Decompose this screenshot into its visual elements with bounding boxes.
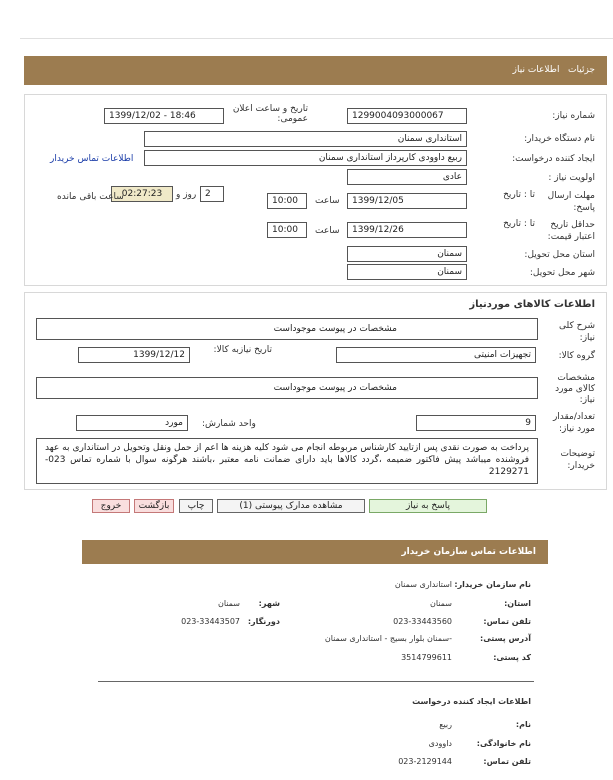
need-number-field: 1299004093000067 (347, 108, 467, 124)
group-label: گروه کالا: (558, 351, 595, 361)
requester-field: ربیع داوودی کارپرداز استانداری سمنان (144, 150, 467, 166)
need-date-label: تاریخ نیازبه کالا: (213, 345, 272, 355)
requester-label: ایجاد کننده درخواست: (512, 154, 595, 164)
contact-address-label: آدرس پستی: (480, 634, 531, 643)
priority-label: اولویت نیاز : (548, 173, 595, 183)
contact-city-label: شهر: (258, 599, 280, 608)
announce-date-field: 1399/12/02 - 18:46 (104, 108, 224, 124)
contact-postal-value: 3514799611 (401, 653, 452, 662)
city-field: سمنان (347, 264, 467, 280)
creator-phone-label: تلفن تماس: (483, 757, 531, 766)
qty-field: 9 (416, 415, 536, 431)
page-header (24, 56, 607, 85)
reply-until-label: تا : تاریخ (503, 190, 535, 200)
unit-field: مورد (76, 415, 188, 431)
remaining-time-field: 02:27:23 (111, 186, 173, 202)
buyer-contact-link[interactable]: اطلاعات تماس خریدار (50, 154, 134, 164)
days-remaining-field: 2 (200, 186, 224, 202)
unit-label: واحد شمارش: (202, 419, 256, 429)
print-button[interactable]: چاپ (179, 499, 213, 513)
announce-date-label: تاریخ و ساعت اعلان عمومی: (232, 104, 308, 124)
reply-date-field: 1399/12/05 (347, 193, 467, 209)
contact-postal-label: کد پستی: (493, 653, 531, 662)
reply-time-field: 10:00 (267, 193, 307, 209)
contact-fax-label: دورنگار: (247, 617, 280, 626)
city-label: شهر محل تحویل: (529, 268, 595, 278)
contact-header (82, 540, 548, 564)
buyer-org-label: نام دستگاه خریدار: (524, 134, 595, 144)
contact-phone-label: تلفن تماس: (483, 617, 531, 626)
reply-button[interactable]: پاسخ به نیاز (369, 499, 487, 513)
price-time-field: 10:00 (267, 222, 307, 238)
priority-field: عادی (347, 169, 467, 185)
attachments-button[interactable]: مشاهده مدارک پیوستی (1) (217, 499, 365, 513)
creator-name-label: نام: (515, 720, 531, 729)
contact-org-value: استانداری سمنان (394, 580, 452, 589)
creator-family-value: داوودی (428, 739, 452, 748)
reply-deadline-label: مهلت ارسال پاسخ: (547, 191, 595, 213)
back-button[interactable]: بازگشت (134, 499, 174, 513)
creator-name-value: ربیع (439, 720, 452, 729)
contact-title: اطلاعات تماس سازمان خریدار (401, 547, 536, 557)
spec-label: مشخصات کالای مورد نیاز: (555, 373, 595, 405)
remaining-label: ساعت باقی مانده (57, 192, 124, 202)
summary-label: شرح کلی نیاز: (559, 321, 595, 343)
province-field: سمنان (347, 246, 467, 262)
buyer-desc-label: توضیحات خریدار: (560, 449, 595, 471)
contact-fax-value: 023-33443507 (181, 617, 240, 626)
buyer-desc-field: پرداخت به صورت نقدی پس ازتایید کارشناس مربوطه انجام می شود کلیه هزینه ها اعم از حمل ونقل وتحویل در استانداری به عهد فروشنده میباشد پیش فاکتور ضمیمه ،گردد کالاها باید دارای ضمانت نامه معتبر ،باشند هرگونه سوال با شماره تماس 023-2129271 (36, 438, 538, 484)
creator-phone-value: 023-2129144 (398, 757, 452, 766)
qty-label: تعداد/مقدار مورد نیاز: (552, 412, 595, 434)
contact-org-label: نام سازمان خریدار: (454, 580, 531, 589)
creator-title: اطلاعات ایجاد کننده درخواست (412, 697, 531, 706)
contact-phone-value: 023-33443560 (393, 617, 452, 626)
price-until-label: تا : تاریخ (503, 219, 535, 229)
province-label: استان محل تحویل: (524, 250, 595, 260)
group-field: تجهیزات امنیتی (336, 347, 536, 363)
top-divider (20, 38, 613, 39)
contact-address-value: -سمنان بلوار بسیج - استانداری سمنان (324, 634, 452, 643)
summary-field: مشخصات در پیوست موجوداست (36, 318, 538, 340)
goods-title: اطلاعات کالاهای موردنیاز (469, 299, 595, 310)
contact-divider (98, 681, 534, 682)
price-validity-label: حداقل تاریخ اعتبار قیمت: (547, 220, 595, 242)
need-number-label: شماره نیاز: (552, 111, 595, 121)
price-date-field: 1399/12/26 (347, 222, 467, 238)
contact-city-value: سمنان (217, 599, 240, 608)
spec-field: مشخصات در پیوست موجوداست (36, 377, 538, 399)
buyer-org-field: استانداری سمنان (144, 131, 467, 147)
price-time-label: ساعت (315, 226, 340, 236)
exit-button[interactable]: خروج (92, 499, 130, 513)
need-date-field: 1399/12/12 (78, 347, 190, 363)
creator-family-label: نام خانوادگی: (476, 739, 531, 748)
reply-time-label: ساعت (315, 196, 340, 206)
contact-province-value: سمنان (429, 599, 452, 608)
days-label: روز و (176, 190, 197, 200)
header-title: جزئیات اطلاعات نیاز (512, 65, 595, 75)
contact-province-label: استان: (504, 599, 531, 608)
